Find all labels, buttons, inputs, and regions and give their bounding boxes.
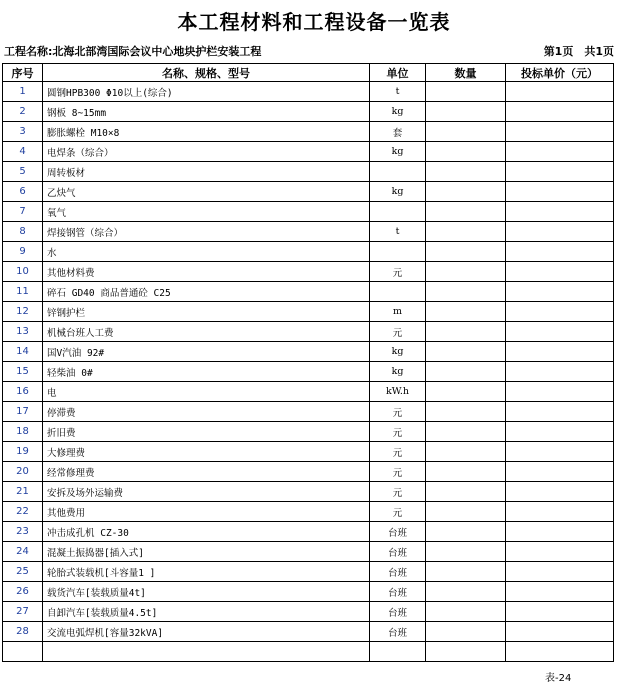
item-quantity bbox=[426, 562, 506, 582]
row-number: 25 bbox=[3, 562, 43, 582]
item-name: 经常修理费 bbox=[43, 462, 370, 482]
row-number: 8 bbox=[3, 222, 43, 242]
table-row bbox=[3, 322, 614, 342]
item-name: 轮胎式装载机[斗容量1 ] bbox=[43, 562, 370, 582]
row-number: 6 bbox=[3, 182, 43, 202]
item-price bbox=[506, 402, 614, 422]
item-price bbox=[506, 242, 614, 262]
item-quantity bbox=[426, 342, 506, 362]
item-unit: 元 bbox=[370, 462, 426, 482]
item-name: 碎石 GD40 商品普通砼 C25 bbox=[43, 282, 370, 302]
table-row bbox=[3, 222, 614, 242]
item-quantity bbox=[426, 502, 506, 522]
item-unit bbox=[370, 242, 426, 262]
row-number: 1 bbox=[3, 82, 43, 102]
row-number: 13 bbox=[3, 322, 43, 342]
item-name: 交流电弧焊机[容量32kVA] bbox=[43, 622, 370, 642]
item-quantity bbox=[426, 302, 506, 322]
item-quantity bbox=[426, 282, 506, 302]
item-price bbox=[506, 282, 614, 302]
item-name: 圆钢HPB300 Φ10以上(综合) bbox=[43, 82, 370, 102]
table-row bbox=[3, 302, 614, 322]
item-price bbox=[506, 222, 614, 242]
item-name: 电 bbox=[43, 382, 370, 402]
row-number: 24 bbox=[3, 542, 43, 562]
header-name: 名称、规格、型号 bbox=[43, 64, 370, 82]
item-unit: kg bbox=[370, 182, 426, 202]
row-number: 5 bbox=[3, 162, 43, 182]
table-row bbox=[3, 162, 614, 182]
item-quantity bbox=[426, 402, 506, 422]
row-number: 12 bbox=[3, 302, 43, 322]
item-name: 水 bbox=[43, 242, 370, 262]
item-quantity bbox=[426, 422, 506, 442]
row-number: 14 bbox=[3, 342, 43, 362]
item-quantity bbox=[426, 582, 506, 602]
row-number: 22 bbox=[3, 502, 43, 522]
item-price bbox=[506, 562, 614, 582]
item-name: 大修理费 bbox=[43, 442, 370, 462]
item-unit: 台班 bbox=[370, 582, 426, 602]
item-quantity bbox=[426, 602, 506, 622]
item-price bbox=[506, 182, 614, 202]
table-row bbox=[3, 122, 614, 142]
table-row bbox=[3, 82, 614, 102]
table-row bbox=[3, 502, 614, 522]
materials-table bbox=[2, 63, 614, 662]
item-unit: 元 bbox=[370, 502, 426, 522]
item-unit bbox=[370, 162, 426, 182]
row-number: 15 bbox=[3, 362, 43, 382]
item-price bbox=[506, 542, 614, 562]
table-row bbox=[3, 362, 614, 382]
row-number: 19 bbox=[3, 442, 43, 462]
item-unit: kg bbox=[370, 142, 426, 162]
table-row bbox=[3, 402, 614, 422]
table-row bbox=[3, 462, 614, 482]
item-name: 自卸汽车[装载质量4.5t] bbox=[43, 602, 370, 622]
item-name: 周转板材 bbox=[43, 162, 370, 182]
item-unit: t bbox=[370, 222, 426, 242]
item-unit bbox=[370, 642, 426, 662]
item-unit: kg bbox=[370, 362, 426, 382]
item-unit: 台班 bbox=[370, 522, 426, 542]
item-price bbox=[506, 202, 614, 222]
item-quantity bbox=[426, 322, 506, 342]
row-number: 20 bbox=[3, 462, 43, 482]
row-number: 23 bbox=[3, 522, 43, 542]
table-row bbox=[3, 182, 614, 202]
item-price bbox=[506, 582, 614, 602]
item-quantity bbox=[426, 542, 506, 562]
row-number: 18 bbox=[3, 422, 43, 442]
item-price bbox=[506, 262, 614, 282]
item-name: 国V汽油 92# bbox=[43, 342, 370, 362]
table-row bbox=[3, 582, 614, 602]
item-unit: 台班 bbox=[370, 542, 426, 562]
table-row bbox=[3, 622, 614, 642]
item-price bbox=[506, 162, 614, 182]
item-name: 安拆及场外运输费 bbox=[43, 482, 370, 502]
table-row bbox=[3, 482, 614, 502]
row-number: 17 bbox=[3, 402, 43, 422]
item-price bbox=[506, 122, 614, 142]
row-number: 16 bbox=[3, 382, 43, 402]
table-row bbox=[3, 282, 614, 302]
row-number: 7 bbox=[3, 202, 43, 222]
row-number: 28 bbox=[3, 622, 43, 642]
item-name: 轻柴油 0# bbox=[43, 362, 370, 382]
item-quantity bbox=[426, 642, 506, 662]
item-price bbox=[506, 322, 614, 342]
row-number: 26 bbox=[3, 582, 43, 602]
header-price: 投标单价（元） bbox=[506, 64, 614, 82]
item-unit: 台班 bbox=[370, 562, 426, 582]
row-number: 21 bbox=[3, 482, 43, 502]
table-row bbox=[3, 262, 614, 282]
item-quantity bbox=[426, 162, 506, 182]
item-name: 冲击成孔机 CZ-30 bbox=[43, 522, 370, 542]
item-quantity bbox=[426, 242, 506, 262]
item-price bbox=[506, 302, 614, 322]
table-row bbox=[3, 422, 614, 442]
item-price bbox=[506, 82, 614, 102]
item-name: 其他费用 bbox=[43, 502, 370, 522]
item-name: 混凝土振捣器[插入式] bbox=[43, 542, 370, 562]
item-quantity bbox=[426, 142, 506, 162]
item-unit: kW.h bbox=[370, 382, 426, 402]
item-quantity bbox=[426, 522, 506, 542]
table-row bbox=[3, 242, 614, 262]
item-quantity bbox=[426, 102, 506, 122]
item-quantity bbox=[426, 382, 506, 402]
item-unit: 元 bbox=[370, 402, 426, 422]
item-quantity bbox=[426, 442, 506, 462]
table-row bbox=[3, 442, 614, 462]
item-price bbox=[506, 142, 614, 162]
item-name: 钢板 8~15mm bbox=[43, 102, 370, 122]
item-name: 电焊条（综合） bbox=[43, 142, 370, 162]
item-unit bbox=[370, 282, 426, 302]
item-quantity bbox=[426, 262, 506, 282]
item-price bbox=[506, 342, 614, 362]
item-name: 氧气 bbox=[43, 202, 370, 222]
item-unit: 台班 bbox=[370, 622, 426, 642]
project-name: 工程名称:北海北部湾国际会议中心地块护栏安装工程 bbox=[4, 45, 262, 58]
table-row bbox=[3, 562, 614, 582]
item-quantity bbox=[426, 202, 506, 222]
item-price bbox=[506, 102, 614, 122]
item-name: 锌钢护栏 bbox=[43, 302, 370, 322]
item-unit: 台班 bbox=[370, 602, 426, 622]
item-name bbox=[43, 642, 370, 662]
row-number: 10 bbox=[3, 262, 43, 282]
row-number: 11 bbox=[3, 282, 43, 302]
item-price bbox=[506, 382, 614, 402]
item-unit: m bbox=[370, 302, 426, 322]
row-number: 4 bbox=[3, 142, 43, 162]
item-name: 载货汽车[装载质量4t] bbox=[43, 582, 370, 602]
row-number: 3 bbox=[3, 122, 43, 142]
item-price bbox=[506, 462, 614, 482]
table-row bbox=[3, 202, 614, 222]
item-price bbox=[506, 502, 614, 522]
item-quantity bbox=[426, 362, 506, 382]
item-unit: kg bbox=[370, 102, 426, 122]
item-name: 膨胀螺栓 M10×8 bbox=[43, 122, 370, 142]
item-price bbox=[506, 422, 614, 442]
table-body bbox=[3, 82, 614, 662]
item-unit: 元 bbox=[370, 262, 426, 282]
item-name: 焊接钢管（综合） bbox=[43, 222, 370, 242]
table-row bbox=[3, 382, 614, 402]
table-row-empty bbox=[3, 642, 614, 662]
table-row bbox=[3, 142, 614, 162]
item-quantity bbox=[426, 622, 506, 642]
table-row bbox=[3, 542, 614, 562]
row-number: 9 bbox=[3, 242, 43, 262]
header-unit: 单位 bbox=[370, 64, 426, 82]
item-quantity bbox=[426, 182, 506, 202]
item-quantity bbox=[426, 122, 506, 142]
item-unit: 套 bbox=[370, 122, 426, 142]
item-name: 其他材料费 bbox=[43, 262, 370, 282]
item-unit: 元 bbox=[370, 442, 426, 462]
item-unit: 元 bbox=[370, 422, 426, 442]
row-number bbox=[3, 642, 43, 662]
header-quantity: 数量 bbox=[426, 64, 506, 82]
row-number: 27 bbox=[3, 602, 43, 622]
item-price bbox=[506, 482, 614, 502]
table-row bbox=[3, 522, 614, 542]
table-row bbox=[3, 102, 614, 122]
item-quantity bbox=[426, 482, 506, 502]
item-price bbox=[506, 622, 614, 642]
table-header-row bbox=[3, 64, 614, 82]
item-price bbox=[506, 522, 614, 542]
item-name: 乙炔气 bbox=[43, 182, 370, 202]
table-number: 表-24 bbox=[545, 673, 572, 684]
item-name: 机械台班人工费 bbox=[43, 322, 370, 342]
item-unit: kg bbox=[370, 342, 426, 362]
table-row bbox=[3, 602, 614, 622]
item-quantity bbox=[426, 82, 506, 102]
item-price bbox=[506, 602, 614, 622]
header-no: 序号 bbox=[3, 64, 43, 82]
item-quantity bbox=[426, 222, 506, 242]
item-unit: 元 bbox=[370, 322, 426, 342]
page-info: 第1页 共1页 bbox=[543, 45, 614, 58]
page-title: 本工程材料和工程设备一览表 bbox=[177, 10, 451, 34]
item-unit bbox=[370, 202, 426, 222]
item-price bbox=[506, 362, 614, 382]
table-row bbox=[3, 342, 614, 362]
row-number: 2 bbox=[3, 102, 43, 122]
item-name: 停滞费 bbox=[43, 402, 370, 422]
item-name: 折旧费 bbox=[43, 422, 370, 442]
item-unit: t bbox=[370, 82, 426, 102]
item-quantity bbox=[426, 462, 506, 482]
item-price bbox=[506, 642, 614, 662]
item-unit: 元 bbox=[370, 482, 426, 502]
item-price bbox=[506, 442, 614, 462]
